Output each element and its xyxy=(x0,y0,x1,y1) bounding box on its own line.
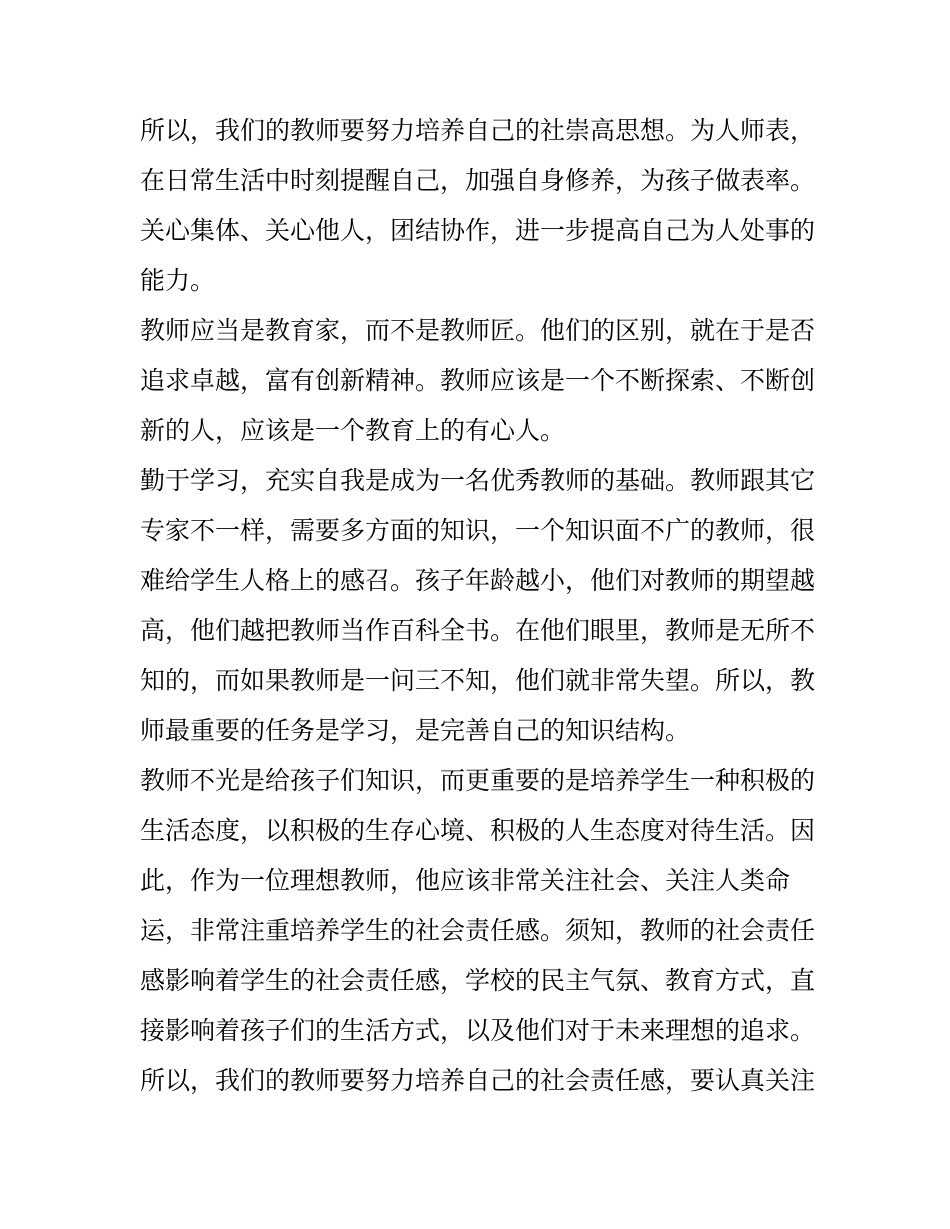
text-line-18: 感影响着学生的社会责任感，学校的民主气氛、教育方式，直 xyxy=(140,966,816,995)
text-line-2: 在日常生活中时刻提醒自己，加强自身修养，为孩子做表率。 xyxy=(140,166,816,195)
text-line-8: 勤于学习，充实自我是成为一名优秀教师的基础。教师跟其它 xyxy=(140,466,816,495)
text-line-5: 教师应当是教育家，而不是教师匠。他们的区别，就在于是否 xyxy=(140,316,816,345)
text-line-1: 所以，我们的教师要努力培养自己的社崇高思想。为人师表， xyxy=(140,116,816,145)
text-line-12: 知的，而如果教师是一问三不知，他们就非常失望。所以，教 xyxy=(140,666,816,695)
text-line-19: 接影响着孩子们的生活方式，以及他们对于未来理想的追求。 xyxy=(140,1016,816,1045)
text-line-20: 所以，我们的教师要努力培养自己的社会责任感，要认真关注 xyxy=(140,1066,816,1095)
text-line-11: 高，他们越把教师当作百科全书。在他们眼里，教师是无所不 xyxy=(140,616,816,645)
text-line-13: 师最重要的任务是学习，是完善自己的知识结构。 xyxy=(140,716,691,745)
text-line-9: 专家不一样，需要多方面的知识，一个知识面不广的教师，很 xyxy=(140,516,816,545)
text-line-3: 关心集体、关心他人，团结协作，进一步提高自己为人处事的 xyxy=(140,216,816,245)
text-line-17: 运，非常注重培养学生的社会责任感。须知，教师的社会责任 xyxy=(140,916,816,945)
text-line-7: 新的人，应该是一个教育上的有心人。 xyxy=(140,416,566,445)
text-line-15: 生活态度，以积极的生存心境、积极的人生态度对待生活。因 xyxy=(140,816,816,845)
text-line-6: 追求卓越，富有创新精神。教师应该是一个不断探索、不断创 xyxy=(140,366,816,395)
text-line-4: 能力。 xyxy=(140,266,216,295)
text-line-10: 难给学生人格上的感召。孩子年龄越小，他们对教师的期望越 xyxy=(140,566,816,595)
text-line-14: 教师不光是给孩子们知识，而更重要的是培养学生一种积极的 xyxy=(140,766,816,795)
text-line-16: 此，作为一位理想教师，他应该非常关注社会、关注人类命 xyxy=(140,866,791,895)
body-text xyxy=(140,106,820,1106)
